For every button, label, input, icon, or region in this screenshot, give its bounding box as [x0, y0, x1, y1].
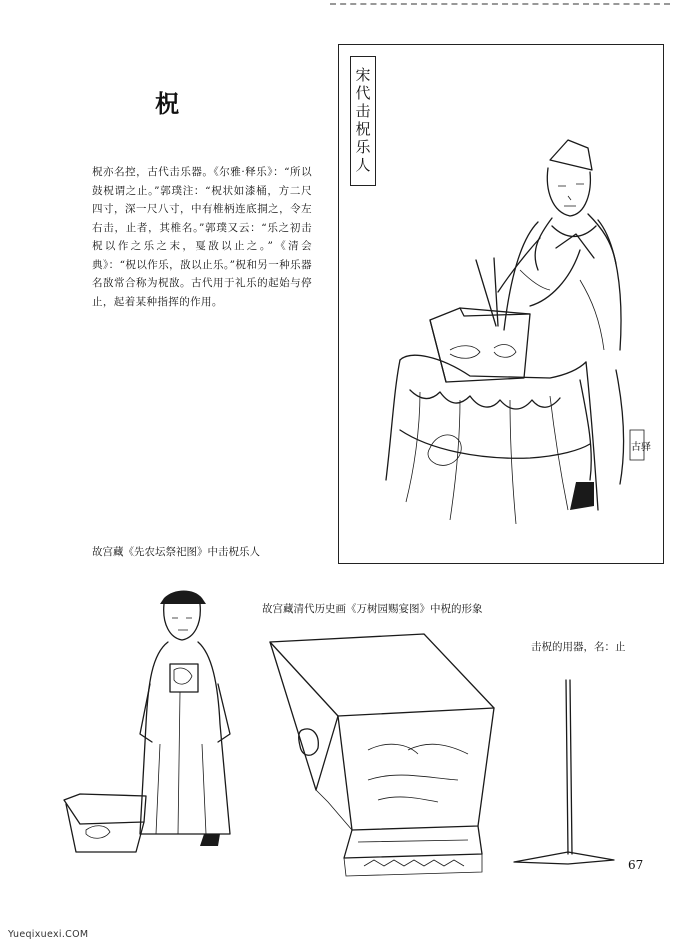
artist-seal: 古驿	[631, 442, 651, 453]
page-number: 67	[628, 858, 644, 872]
site-watermark: Yueqixuexi.COM	[8, 929, 89, 940]
page-title: 柷	[155, 89, 179, 118]
body-paragraph: 柷亦名控，古代击乐器。《尔雅·释乐》：“所以鼓柷谓之止。”郭璞注：“柷状如漆桶，方二尺四寸，深一尺八寸，中有椎柄连底挏之，令左右击，止者，其椎名。”郭璞又云：“乐之初击柷以作之乐之末，戛敔以止之。”《清会典》：“柷以作乐，敔以止乐。”柷和另一种乐器名敔常合称为柷敔。古代用于礼乐的起始与停止，起着某种指挥的作用。	[92, 166, 312, 308]
top-dashed-rule	[330, 3, 670, 5]
song-musician-illustration	[380, 130, 650, 530]
qing-musician-illustration	[60, 584, 250, 874]
plate-title: 宋代击柷乐人	[350, 56, 376, 186]
caption-right: 击柷的用器，名：止	[531, 641, 626, 653]
caption-center: 故宫藏清代历史画《万树园赐宴图》中柷的形象	[262, 603, 483, 615]
zhi-striker-illustration	[510, 676, 620, 872]
caption-left: 故宫藏《先农坛祭祀图》中击柷乐人	[92, 546, 260, 558]
zhu-box-illustration	[268, 630, 498, 878]
